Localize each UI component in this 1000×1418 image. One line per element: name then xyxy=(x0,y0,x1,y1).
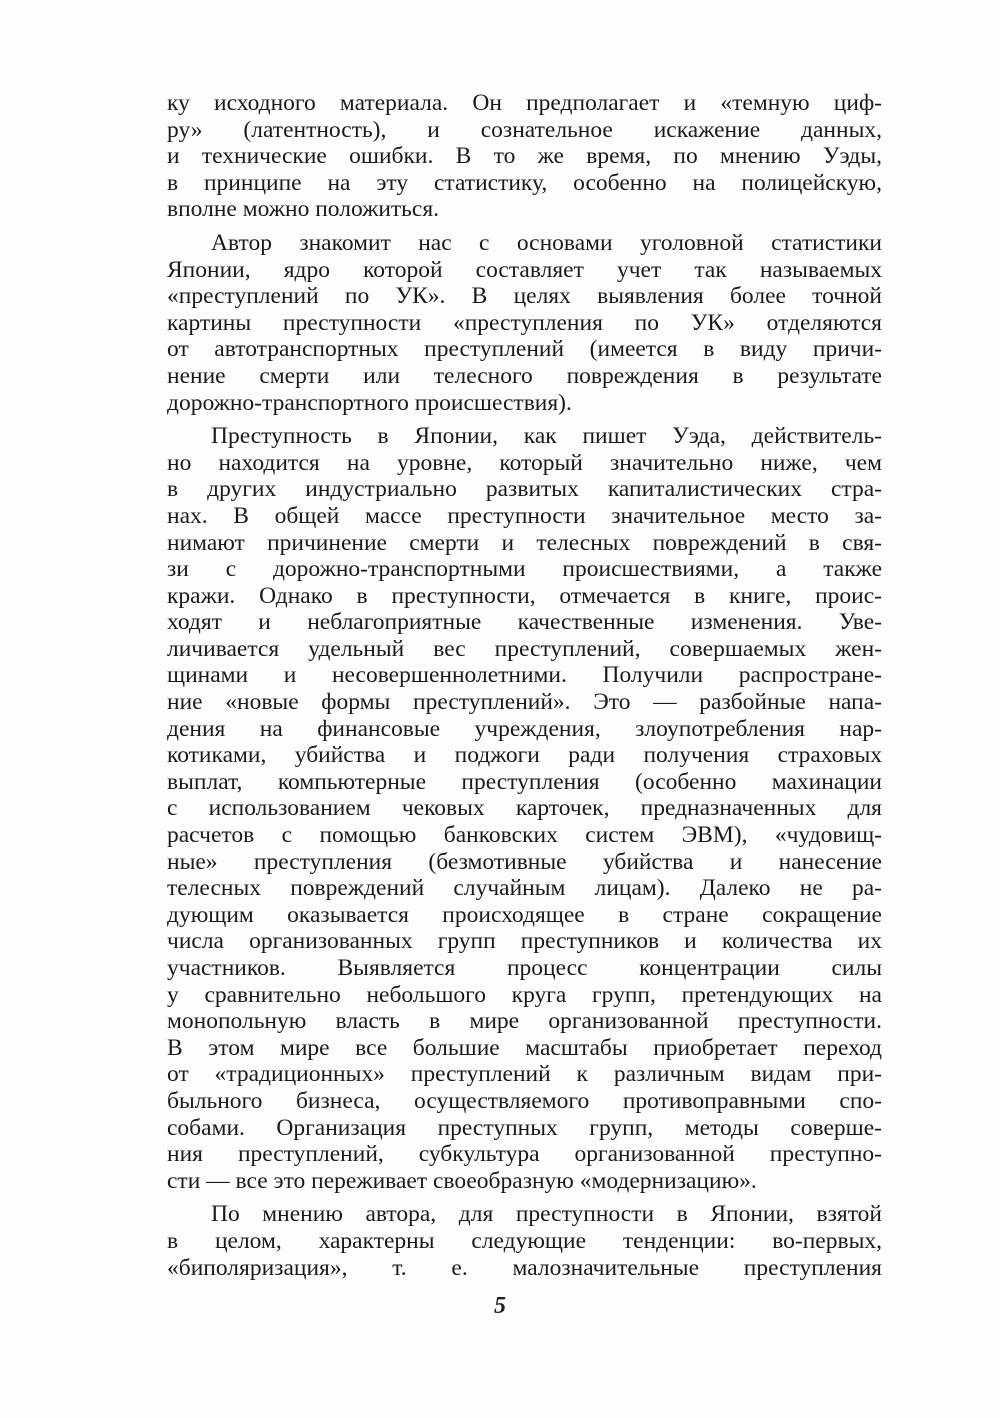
text-line: дения на финансовые учреждения, злоупотребления нар- xyxy=(167,715,882,742)
text-line: но находится на уровне, который значительно ниже, чем xyxy=(167,449,882,476)
text-line: дорожно-транспортного происшествия). xyxy=(167,389,572,416)
text-line: собами. Организация преступных групп, методы соверше- xyxy=(167,1114,882,1141)
paragraph xyxy=(167,90,882,223)
text-line: котиками, убийства и поджоги ради получения страховых xyxy=(167,742,882,769)
text-line: от «традиционных» преступлений к различным видам при- xyxy=(167,1061,882,1088)
page-number: 5 xyxy=(494,1293,506,1319)
text-line: телесных повреждений случайным лицам). Далеко не ра- xyxy=(167,875,882,902)
body-text xyxy=(167,90,882,1288)
text-line: в принципе на эту статистику, особенно на полицейскую, xyxy=(167,169,882,196)
text-line: Японии, ядро которой составляет учет так называемых xyxy=(167,256,882,283)
text-line: ходят и неблагоприятные качественные изменения. Уве- xyxy=(167,609,882,636)
text-line: нимают причинение смерти и телесных повреждений в свя- xyxy=(167,529,882,556)
text-line: и технические ошибки. В то же время, по мнению Уэды, xyxy=(167,143,882,170)
text-line: кражи. Однако в преступности, отмечается в книге, проис- xyxy=(167,582,882,609)
text-line: сти — все это переживает своеобразную «модернизацию». xyxy=(167,1167,757,1194)
text-line: «преступлений по УК». В целях выявления более точной xyxy=(167,283,882,310)
paragraph xyxy=(167,1201,882,1281)
text-line: ние «новые формы преступлений». Это — разбойные напа- xyxy=(167,689,882,716)
text-line: от автотранспортных преступлений (имеется в виду причи- xyxy=(167,336,882,363)
text-line: дующим оказывается происходящее в стране сокращение xyxy=(167,901,882,928)
text-line: зи с дорожно-транспортными происшествиями, а также xyxy=(167,556,882,583)
text-line: «биполяризация», т. е. малозначительные преступления xyxy=(167,1254,882,1281)
text-line: ру» (латентность), и сознательное искажение данных, xyxy=(167,116,882,143)
text-line: числа организованных групп преступников и количества их xyxy=(167,928,882,955)
text-line: картины преступности «преступления по УК» отделяются xyxy=(167,309,882,336)
text-line: Автор знакомит нас с основами уголовной статистики xyxy=(211,229,882,256)
text-line: быльного бизнеса, осуществляемого противоправными спо- xyxy=(167,1087,882,1114)
text-line: участников. Выявляется процесс концентрации силы xyxy=(167,955,882,981)
text-line: в целом, характерны следующие тенденции: во-первых, xyxy=(167,1227,882,1254)
text-line: выплат, компьютерные преступления (особенно махинации xyxy=(167,768,882,795)
text-line: Преступность в Японии, как пишет Уэда, действитель- xyxy=(211,423,882,450)
text-line: с использованием чековых карточек, предназначенных для xyxy=(167,795,882,822)
text-line: у сравнительно небольшого круга групп, претендующих на xyxy=(167,981,882,1008)
text-line: вполне можно положиться. xyxy=(167,196,440,223)
text-line: в других индустриально развитых капиталистических стра- xyxy=(167,476,882,503)
text-line: расчетов с помощью банковских систем ЭВМ), «чудовищ- xyxy=(167,822,882,849)
text-line: По мнению автора, для преступности в Японии, взятой xyxy=(211,1201,882,1228)
text-line: монопольную власть в мире организованной преступности. xyxy=(167,1008,882,1035)
text-line: нение смерти или телесного повреждения в результате xyxy=(167,362,882,389)
paragraph xyxy=(167,230,882,416)
text-line: ку исходного материала. Он предполагает и «темную циф- xyxy=(167,90,882,116)
text-line: личивается удельный вес преступлений, совершаемых жен- xyxy=(167,635,882,662)
text-line: нах. В общей массе преступности значительное место за- xyxy=(167,502,882,529)
text-line: В этом мире все большие масштабы приобретает переход xyxy=(167,1034,882,1061)
text-line: ные» преступления (безмотивные убийства и нанесение xyxy=(167,848,882,875)
text-line: ния преступлений, субкультура организованной преступно- xyxy=(167,1141,882,1168)
text-line: щинами и несовершеннолетними. Получили распростране- xyxy=(167,662,882,689)
paragraph xyxy=(167,423,882,1194)
